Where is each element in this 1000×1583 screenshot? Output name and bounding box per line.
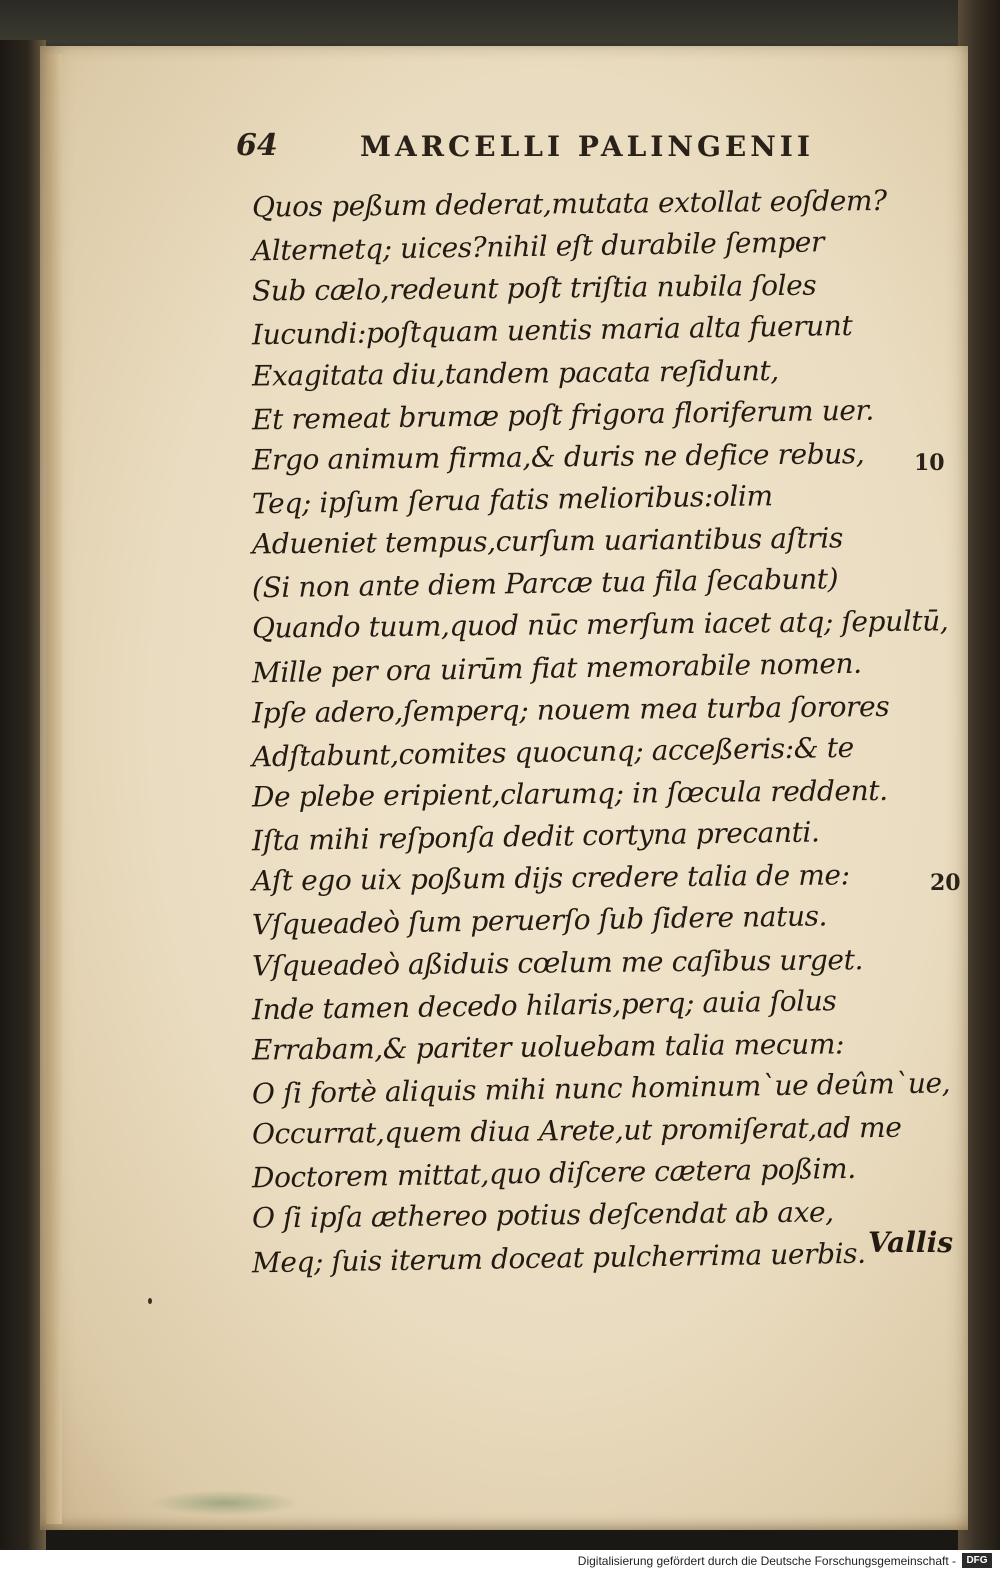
verse-line: De plebe eripient,clarumq; in ſœcula reddent. bbox=[251, 773, 888, 814]
verse-line: Iſta mihi reſponſa dedit cortyna precanti. bbox=[251, 815, 820, 858]
verse-line: Alternetq; uices?nihil eſt durabile ſemper bbox=[251, 225, 825, 268]
verse-line: Inde tamen decedo hilaris,perq; auia ſolus bbox=[251, 983, 837, 1027]
verse-line: Doctorem mittat,quo diſcere cætera poßim. bbox=[251, 1152, 856, 1195]
verse-line: (Si non ante diem Parcæ tua fila ſecabunt) bbox=[251, 562, 839, 605]
page-stain bbox=[150, 1490, 300, 1516]
verse-line: Vſqueadeò aßiduis cœlum me caſibus urget. bbox=[251, 942, 864, 983]
verse-line: Quando tuum,quod nūc merſum iacet atq; ſepultū, bbox=[251, 604, 949, 645]
page-number: 64 bbox=[236, 128, 278, 163]
verse-line: Occurrat,quem diua Arete,ut promiſerat,ad me bbox=[251, 1110, 902, 1151]
catchword: Vallis bbox=[868, 1226, 953, 1259]
line-number-marker: 10 bbox=[914, 450, 945, 476]
verse-line: Quos peßum dederat,mutata extollat eoſdem? bbox=[251, 183, 887, 224]
verse-line: O ſi ipſa æthereo potius deſcendat ab axe, bbox=[251, 1195, 834, 1235]
verse-line: O ſi fortè aliquis mihi nunc hominum`ue deûm`ue, bbox=[251, 1066, 951, 1111]
verse-line: Adſtabunt,comites quocunq; acceßeris:& te bbox=[251, 730, 855, 774]
dfg-logo: DFG bbox=[962, 1553, 992, 1568]
verse-line: Teq; ipſum ſerua fatis melioribus:olim bbox=[251, 479, 773, 521]
verse-line: Errabam,& pariter uoluebam talia mecum: bbox=[251, 1027, 845, 1067]
page-gutter-shadow bbox=[46, 54, 62, 1524]
digitization-credit: Digitalisierung gefördert durch die Deutsche Forschungsgemeinschaft - bbox=[577, 1554, 956, 1568]
ink-speck bbox=[148, 1298, 152, 1304]
page-header bbox=[236, 122, 836, 166]
verse-line: Sub cælo,redeunt poſt triſtia nubila ſoles bbox=[251, 268, 817, 308]
running-head: MARCELLI PALINGENII bbox=[360, 130, 814, 163]
verse-line: Aſt ego uix poßum dijs credere talia de me: bbox=[251, 858, 850, 898]
verse-line: Ergo animum firma,& duris ne defice rebus, bbox=[251, 436, 865, 477]
verse-line: Vſqueadeò ſum peruerſo ſub ſidere natus. bbox=[251, 899, 828, 942]
verse-line: Adueniet tempus,curſum uariantibus aſtris bbox=[251, 521, 844, 561]
verse-line: Iucundi:poſtquam uentis maria alta fuerunt bbox=[251, 309, 853, 352]
verse-line: Mille per ora uirūm fiat memorabile nomen. bbox=[251, 646, 862, 689]
verse-line: Exagitata diu,tandem pacata reſidunt, bbox=[251, 353, 779, 393]
verse-line: Ipſe adero,ſemperq; nouem mea turba ſorores bbox=[251, 689, 890, 730]
verse-line: Et remeat brumæ poſt frigora floriferum uer. bbox=[251, 393, 875, 437]
verse-line: Meq; ſuis iterum doceat pulcherrima uerbis. bbox=[251, 1236, 866, 1279]
line-number-marker: 20 bbox=[930, 870, 961, 896]
